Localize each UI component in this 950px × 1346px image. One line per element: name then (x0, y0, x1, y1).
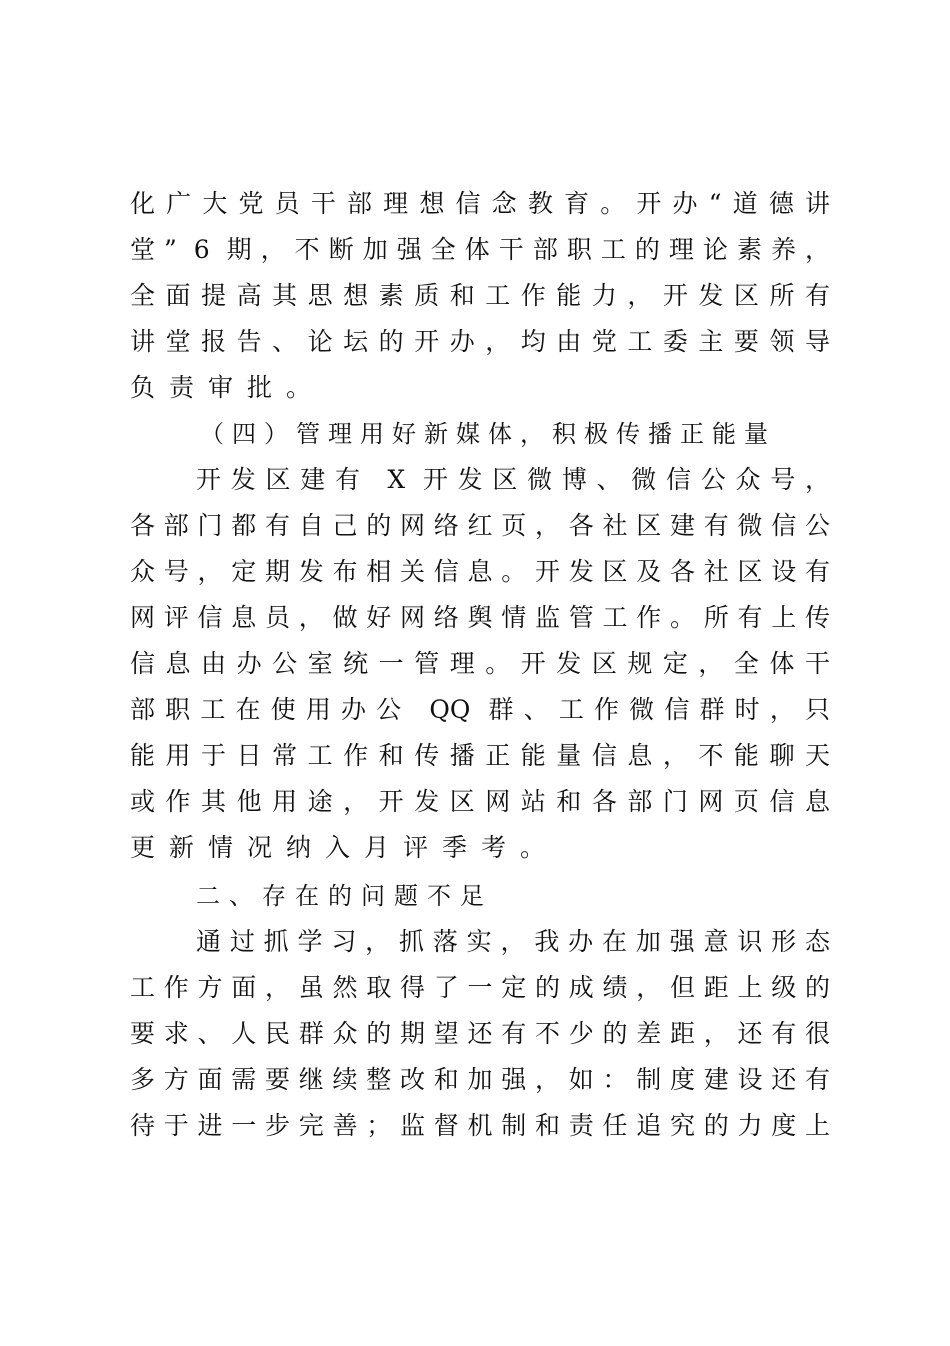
paragraph-first-line: 开发区建有 X 开发区微博、微信公众号， (196, 465, 830, 494)
body-line: 全面提高其思想素质和工作能力，开发区所有 (130, 281, 830, 310)
body-line: 能用于日常工作和传播正能量信息，不能聊天 (130, 741, 830, 770)
body-line: 信息由办公室统一管理。开发区规定，全体干 (130, 649, 830, 678)
body-line: 各部门都有自己的网络红页，各社区建有微信公 (130, 511, 830, 540)
section-heading: 二、存在的问题不足 (196, 882, 493, 910)
body-line: 或作其他用途，开发区网站和各部门网页信息 (130, 787, 830, 816)
body-line: 网评信息员，做好网络舆情监管工作。所有上传 (130, 603, 830, 632)
body-line: 化广大党员干部理想信念教育。开办“道德讲 (130, 189, 830, 218)
subsection-heading: （四）管理用好新媒体，积极传播正能量 (200, 420, 776, 448)
paragraph-first-line: 通过抓学习，抓落实，我办在加强意识形态 (196, 927, 830, 956)
body-line: 部职工在使用办公 QQ 群、工作微信群时，只 (130, 695, 830, 724)
body-line: 负责审批。 (130, 373, 326, 402)
body-line: 待于进一步完善；监督机制和责任追究的力度上 (130, 1111, 830, 1140)
body-line: 堂” 6 期，不断加强全体干部职工的理论素养， (130, 235, 830, 264)
body-line: 要求、人民群众的期望还有不少的差距，还有很 (130, 1019, 830, 1048)
body-line: 工作方面，虽然取得了一定的成绩，但距上级的 (130, 973, 830, 1002)
body-line: 讲堂报告、论坛的开办，均由党工委主要领导 (130, 327, 830, 356)
body-line: 更新情况纳入月评季考。 (130, 833, 560, 862)
body-line: 众号，定期发布相关信息。开发区及各社区设有 (130, 557, 830, 586)
body-line: 多方面需要继续整改和加强，如：制度建设还有 (130, 1065, 830, 1094)
